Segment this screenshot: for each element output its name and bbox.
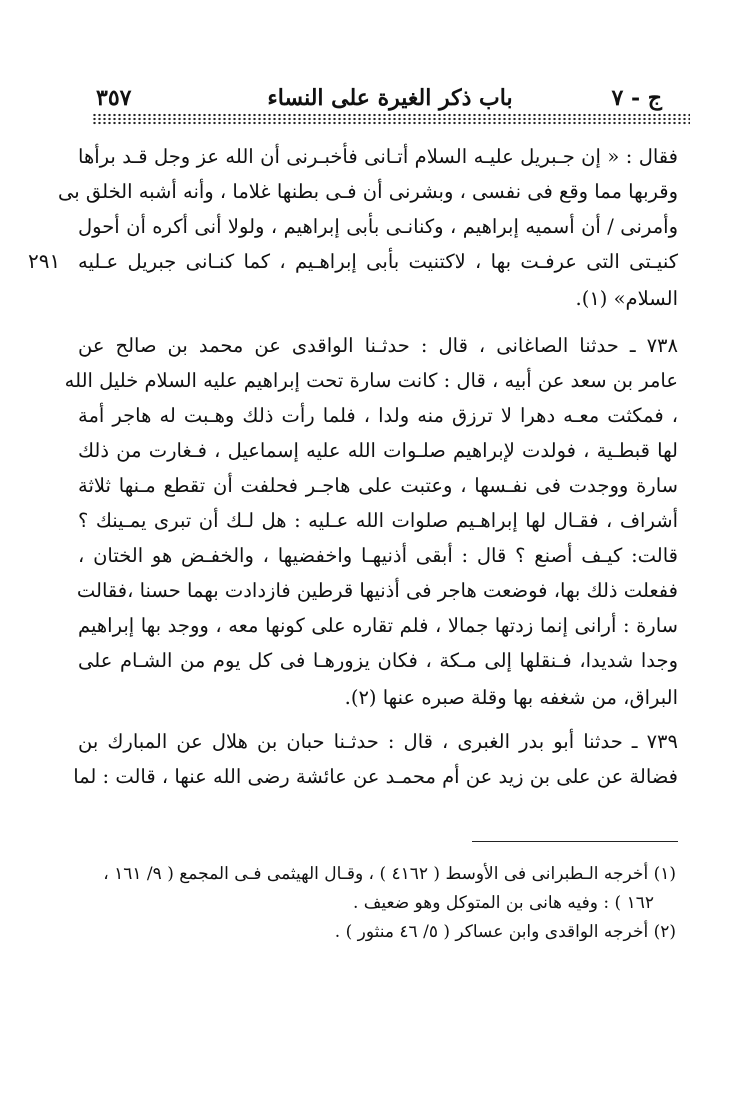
text-line: السلام» (١). [575, 287, 678, 310]
footnote-separator [472, 841, 678, 842]
text-line: وأمرنى / أن أسميه إبراهيم ، وكنانـى بأبى إبراهيم ، ولولا أنى أكره أن أحول [78, 215, 678, 238]
text-line: أشراف ، فقـال لها إبراهـيم صلوات الله عـليه : هل لـك أن تبرى يمـينك ؟ [78, 509, 678, 532]
text-line: قالت: كيـف أصنع ؟ قال : أبقى أذنيهـا واخفضيها ، والخفـض هو الختان ، [78, 544, 678, 567]
text-line: لها قبطـية ، فولدت لإبراهيم صلـوات الله عليه إسماعيل ، فـغارت من ذلك [78, 439, 678, 462]
text-line: وجدا شديدا، فـنقلها إلى مـكة ، فكان يزورهـا فى كل يوم من الشـام على [78, 649, 678, 672]
hadith-739-line: ٧٣٩ ـ حدثنا أبو بدر الغبرى ، قال : حدثـنا حبان بن هلال عن المبارك بن [78, 730, 678, 753]
text-line: وقربها مما وقع فى نفسى ، وبشرنى أن فـى بطنها غلاما ، وأنه أشبه الخلق بى [57, 180, 678, 203]
footnote-1: (١) أخرجه الـطبرانى فى الأوسط ( ٤١٦٢ ) ، وقـال الهيثمى فـى المجمع ( ٩/ ١٦١ ، [103, 864, 676, 884]
text-line: فضالة عن على بن زيد عن أم محمـد عن عائشة رضى الله عنها ، قالت : لما [73, 765, 678, 788]
footnote-2: (٢) أخرجه الواقدى وابن عساكر ( ٥/ ٤٦ منثور ) . [334, 922, 676, 942]
text-line: عامر بن سعد عن أبيه ، قال : كانت سارة تحت إبراهيم عليه السلام خليل الله [64, 369, 678, 392]
text-line: البراق، من شغفه بها وقلة صبره عنها (٢). [344, 686, 678, 709]
header-ornamental-rule [92, 113, 690, 125]
text-line: ، فمكثت معـه دهرا لا ترزق منه ولدا ، فلما رأت ذلك وهـبت له هاجر أمة [78, 404, 678, 427]
page-number: ٣٥٧ [96, 85, 132, 111]
text-line: فقال : « إن جـبريل عليـه السلام أتـانى فأخبـرنى أن الله عز وجل قـد برأها [78, 145, 678, 168]
volume-label: ج - ٧ [611, 85, 662, 111]
text-line: كنيـتى التى عرفـت بها ، لاكتنيت بأبى إبراهـيم ، كما كنـانى جبريل عـليه [78, 250, 678, 273]
margin-manuscript-folio: ٢٩١ [28, 249, 61, 273]
text-line: سارة ووجدت فى نفـسها ، وعتبت على هاجـر فحلفت أن تقطع مـنها ثلاثة [78, 474, 678, 497]
chapter-title: باب ذكر الغيرة على النساء [267, 85, 513, 111]
text-line: سارة : أرانى إنما زدتها جمالا ، فلم تقاره على كونها معه ، ووجد بها إبراهيم [78, 614, 678, 637]
text-line: ففعلت ذلك بها، فوضعت هاجر فى أذنيها قرطين فازدادت بهما حسنا ،فقالت [76, 579, 678, 602]
footnote-1-continued: ١٦٢ ) : وفيه هانى بن المتوكل وهو ضعيف . [352, 893, 654, 913]
hadith-738-line: ٧٣٨ ـ حدثنا الصاغانى ، قال : حدثـنا الواقدى عن محمد بن صالح عن [78, 334, 678, 357]
